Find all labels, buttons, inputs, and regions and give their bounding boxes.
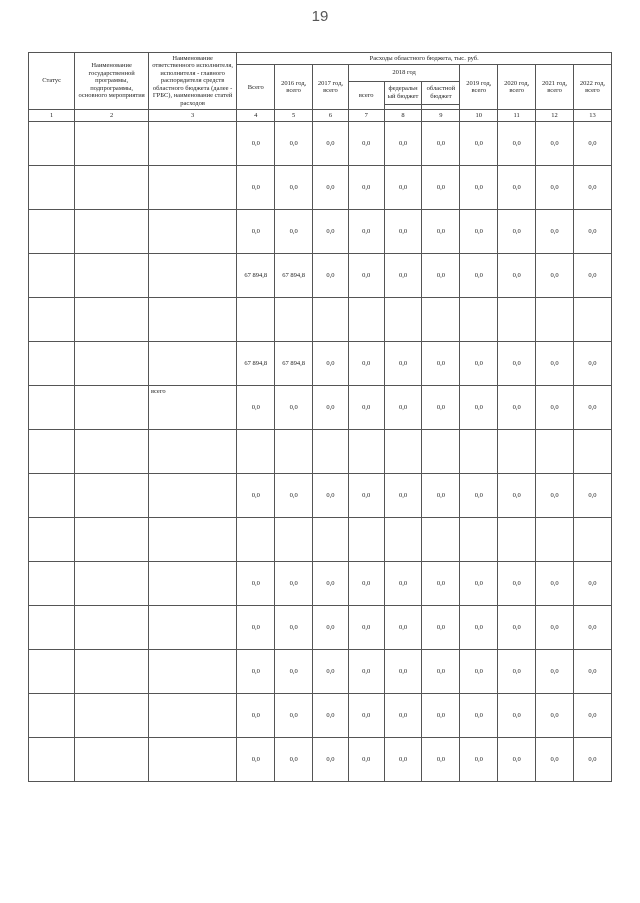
table-row <box>29 430 612 474</box>
row-value: 0,0 <box>313 650 349 694</box>
row-value <box>384 518 422 562</box>
row-value: 0,0 <box>422 254 460 298</box>
row-value <box>275 298 313 342</box>
row-program-name <box>75 518 149 562</box>
row-value <box>536 518 574 562</box>
row-value: 0,0 <box>348 210 384 254</box>
row-value <box>313 298 349 342</box>
row-value: 0,0 <box>536 122 574 166</box>
row-value: 0,0 <box>573 342 611 386</box>
row-value <box>498 298 536 342</box>
row-value <box>536 430 574 474</box>
row-value <box>536 298 574 342</box>
row-value: 0,0 <box>460 474 498 518</box>
row-value: 0,0 <box>422 694 460 738</box>
row-value: 0,0 <box>384 210 422 254</box>
row-value <box>275 430 313 474</box>
row-value: 0,0 <box>348 738 384 782</box>
row-value: 0,0 <box>498 210 536 254</box>
row-program-name <box>75 738 149 782</box>
header-status: Статус <box>29 53 75 110</box>
row-value: 0,0 <box>498 254 536 298</box>
row-value: 0,0 <box>313 606 349 650</box>
row-value: 0,0 <box>237 474 275 518</box>
row-program-name <box>75 166 149 210</box>
table-row <box>29 166 612 210</box>
row-expense-label <box>148 518 236 562</box>
row-value: 0,0 <box>573 474 611 518</box>
row-status <box>29 650 75 694</box>
row-status <box>29 606 75 650</box>
header-2018-group: 2018 год <box>348 65 460 81</box>
row-value: 0,0 <box>422 562 460 606</box>
row-value: 0,0 <box>237 606 275 650</box>
row-value: 0,0 <box>573 122 611 166</box>
row-value: 0,0 <box>313 694 349 738</box>
row-value: 0,0 <box>384 386 422 430</box>
row-value <box>384 430 422 474</box>
row-value <box>237 518 275 562</box>
row-value: 0,0 <box>498 474 536 518</box>
row-value: 0,0 <box>422 738 460 782</box>
row-status <box>29 298 75 342</box>
row-value: 0,0 <box>422 386 460 430</box>
header-2019: 2019 год, всего <box>460 65 498 110</box>
header-program-name: Наименование государственной программы, подпрограммы, основного мероприятия <box>75 53 149 110</box>
table-row <box>29 254 612 298</box>
row-value: 0,0 <box>573 210 611 254</box>
row-value: 0,0 <box>384 562 422 606</box>
row-value: 0,0 <box>460 342 498 386</box>
row-value <box>348 518 384 562</box>
header-budget-group: Расходы областного бюджета, тыс. руб. <box>237 53 612 65</box>
row-status <box>29 210 75 254</box>
row-value: 0,0 <box>275 562 313 606</box>
row-value: 0,0 <box>573 386 611 430</box>
column-index: 1 <box>29 110 75 122</box>
row-value: 0,0 <box>313 562 349 606</box>
row-value <box>498 430 536 474</box>
row-value: 0,0 <box>422 166 460 210</box>
row-value: 0,0 <box>460 254 498 298</box>
row-value: 0,0 <box>313 738 349 782</box>
row-value: 0,0 <box>237 738 275 782</box>
table-row <box>29 386 612 430</box>
row-value <box>384 298 422 342</box>
row-expense-label <box>148 166 236 210</box>
row-value: 0,0 <box>422 342 460 386</box>
row-program-name <box>75 298 149 342</box>
row-value: 0,0 <box>460 650 498 694</box>
row-program-name <box>75 562 149 606</box>
row-value <box>313 430 349 474</box>
column-index: 4 <box>237 110 275 122</box>
budget-table-container <box>28 52 612 882</box>
row-value: 0,0 <box>348 606 384 650</box>
row-value: 0,0 <box>237 122 275 166</box>
row-value: 0,0 <box>384 606 422 650</box>
row-program-name <box>75 210 149 254</box>
row-value: 0,0 <box>275 166 313 210</box>
row-value: 0,0 <box>275 474 313 518</box>
row-value: 0,0 <box>384 738 422 782</box>
row-expense-label <box>148 210 236 254</box>
row-expense-label <box>148 122 236 166</box>
row-value: 0,0 <box>384 474 422 518</box>
row-value: 0,0 <box>460 694 498 738</box>
row-value: 0,0 <box>384 342 422 386</box>
row-expense-label <box>148 606 236 650</box>
row-value: 0,0 <box>348 562 384 606</box>
row-expense-label <box>148 474 236 518</box>
row-status <box>29 342 75 386</box>
row-value: 0,0 <box>573 562 611 606</box>
header-2022: 2022 год, всего <box>573 65 611 110</box>
row-expense-label <box>148 562 236 606</box>
row-value: 0,0 <box>275 386 313 430</box>
row-expense-label <box>148 650 236 694</box>
row-value <box>348 298 384 342</box>
row-status <box>29 474 75 518</box>
row-value: 0,0 <box>237 694 275 738</box>
row-value: 67 894,8 <box>237 254 275 298</box>
row-value: 0,0 <box>573 254 611 298</box>
row-value: 0,0 <box>460 210 498 254</box>
row-value <box>422 298 460 342</box>
row-program-name <box>75 430 149 474</box>
row-value: 0,0 <box>237 166 275 210</box>
row-value <box>422 518 460 562</box>
row-status <box>29 254 75 298</box>
header-2020: 2020 год, всего <box>498 65 536 110</box>
row-value: 0,0 <box>313 474 349 518</box>
column-index: 6 <box>313 110 349 122</box>
row-value: 0,0 <box>460 122 498 166</box>
header-row-1 <box>29 53 612 65</box>
row-value: 0,0 <box>498 738 536 782</box>
row-value: 0,0 <box>384 166 422 210</box>
row-value <box>460 430 498 474</box>
table-row <box>29 210 612 254</box>
header-2018-total: всего <box>348 81 384 110</box>
row-value: 0,0 <box>498 166 536 210</box>
row-value: 0,0 <box>275 650 313 694</box>
row-value <box>348 430 384 474</box>
row-status <box>29 386 75 430</box>
table-row <box>29 474 612 518</box>
table-row <box>29 650 612 694</box>
row-value: 0,0 <box>498 342 536 386</box>
row-value: 0,0 <box>275 738 313 782</box>
row-value: 67 894,8 <box>275 342 313 386</box>
header-executor: Наименование ответственного исполнителя, исполнителя - главного распорядителя средств областного бюджета (далее - ГРБС), наименование статей расходов <box>148 53 236 110</box>
row-expense-label: всего <box>148 386 236 430</box>
table-row <box>29 122 612 166</box>
table-row <box>29 518 612 562</box>
row-value: 0,0 <box>536 254 574 298</box>
row-value: 0,0 <box>536 562 574 606</box>
row-value: 0,0 <box>460 166 498 210</box>
row-program-name <box>75 606 149 650</box>
column-index: 2 <box>75 110 149 122</box>
row-program-name <box>75 342 149 386</box>
row-value: 0,0 <box>498 606 536 650</box>
row-value: 0,0 <box>422 474 460 518</box>
row-value: 0,0 <box>498 122 536 166</box>
row-value: 0,0 <box>536 694 574 738</box>
table-row <box>29 342 612 386</box>
column-index: 8 <box>384 110 422 122</box>
row-value: 0,0 <box>536 738 574 782</box>
row-value: 0,0 <box>498 650 536 694</box>
header-2021: 2021 год, всего <box>536 65 574 110</box>
row-value <box>573 518 611 562</box>
row-expense-label <box>148 738 236 782</box>
row-value: 0,0 <box>498 562 536 606</box>
row-value: 0,0 <box>275 694 313 738</box>
column-index-row <box>29 110 612 122</box>
row-value <box>313 518 349 562</box>
row-value: 0,0 <box>422 210 460 254</box>
row-value: 0,0 <box>348 694 384 738</box>
row-value: 0,0 <box>348 166 384 210</box>
row-value: 0,0 <box>275 122 313 166</box>
row-status <box>29 694 75 738</box>
row-status <box>29 166 75 210</box>
row-value: 67 894,8 <box>237 342 275 386</box>
row-value: 0,0 <box>384 122 422 166</box>
row-value: 0,0 <box>460 562 498 606</box>
row-value: 0,0 <box>422 606 460 650</box>
row-value: 0,0 <box>573 694 611 738</box>
row-value: 0,0 <box>460 386 498 430</box>
row-value: 0,0 <box>275 606 313 650</box>
row-value: 0,0 <box>536 386 574 430</box>
row-value: 0,0 <box>384 254 422 298</box>
row-value: 0,0 <box>536 210 574 254</box>
column-index: 3 <box>148 110 236 122</box>
row-value: 0,0 <box>536 650 574 694</box>
row-status <box>29 738 75 782</box>
row-status <box>29 430 75 474</box>
row-value: 0,0 <box>313 342 349 386</box>
table-row <box>29 562 612 606</box>
header-2016: 2016 год, всего <box>275 65 313 110</box>
row-value <box>237 298 275 342</box>
row-value: 0,0 <box>237 210 275 254</box>
row-status <box>29 122 75 166</box>
header-2017: 2017 год, всего <box>313 65 349 110</box>
row-expense-label <box>148 430 236 474</box>
row-value: 0,0 <box>313 254 349 298</box>
row-value <box>422 430 460 474</box>
row-value: 0,0 <box>348 650 384 694</box>
row-value: 0,0 <box>237 562 275 606</box>
row-program-name <box>75 650 149 694</box>
row-value: 0,0 <box>348 342 384 386</box>
row-value: 0,0 <box>573 166 611 210</box>
row-value: 0,0 <box>460 738 498 782</box>
row-value: 0,0 <box>460 606 498 650</box>
row-value <box>498 518 536 562</box>
row-value: 0,0 <box>536 474 574 518</box>
table-row <box>29 606 612 650</box>
header-2018-federal: федеральный бюджет <box>384 81 422 105</box>
row-value: 0,0 <box>536 342 574 386</box>
header-total: Всего <box>237 65 275 110</box>
column-index: 13 <box>573 110 611 122</box>
row-program-name <box>75 122 149 166</box>
column-index: 9 <box>422 110 460 122</box>
row-value: 0,0 <box>275 210 313 254</box>
table-body <box>29 122 612 782</box>
row-value: 0,0 <box>313 166 349 210</box>
row-value: 0,0 <box>313 386 349 430</box>
row-value: 0,0 <box>498 386 536 430</box>
table-row <box>29 694 612 738</box>
row-value: 67 894,8 <box>275 254 313 298</box>
column-index: 10 <box>460 110 498 122</box>
row-value: 0,0 <box>348 386 384 430</box>
row-program-name <box>75 694 149 738</box>
budget-table <box>28 52 612 782</box>
row-value: 0,0 <box>348 474 384 518</box>
row-value: 0,0 <box>313 210 349 254</box>
row-value: 0,0 <box>348 122 384 166</box>
row-value: 0,0 <box>384 650 422 694</box>
row-value: 0,0 <box>422 122 460 166</box>
table-row <box>29 298 612 342</box>
row-value: 0,0 <box>573 650 611 694</box>
row-value <box>573 298 611 342</box>
row-value: 0,0 <box>573 606 611 650</box>
row-value <box>275 518 313 562</box>
column-index: 7 <box>348 110 384 122</box>
table-row <box>29 738 612 782</box>
row-value: 0,0 <box>348 254 384 298</box>
row-expense-label <box>148 298 236 342</box>
header-2018-regional: областной бюджет <box>422 81 460 105</box>
row-value: 0,0 <box>422 650 460 694</box>
row-value <box>460 518 498 562</box>
row-value: 0,0 <box>237 386 275 430</box>
column-index: 12 <box>536 110 574 122</box>
row-program-name <box>75 474 149 518</box>
column-index: 5 <box>275 110 313 122</box>
row-program-name <box>75 386 149 430</box>
row-value <box>460 298 498 342</box>
page-number: 19 <box>311 8 329 25</box>
row-expense-label <box>148 694 236 738</box>
row-value: 0,0 <box>498 694 536 738</box>
row-value: 0,0 <box>573 738 611 782</box>
row-value: 0,0 <box>237 650 275 694</box>
row-status <box>29 562 75 606</box>
row-value: 0,0 <box>384 694 422 738</box>
row-status <box>29 518 75 562</box>
row-value: 0,0 <box>536 606 574 650</box>
row-expense-label <box>148 254 236 298</box>
row-value: 0,0 <box>313 122 349 166</box>
row-value <box>573 430 611 474</box>
row-expense-label <box>148 342 236 386</box>
row-program-name <box>75 254 149 298</box>
row-value <box>237 430 275 474</box>
column-index: 11 <box>498 110 536 122</box>
row-value: 0,0 <box>536 166 574 210</box>
